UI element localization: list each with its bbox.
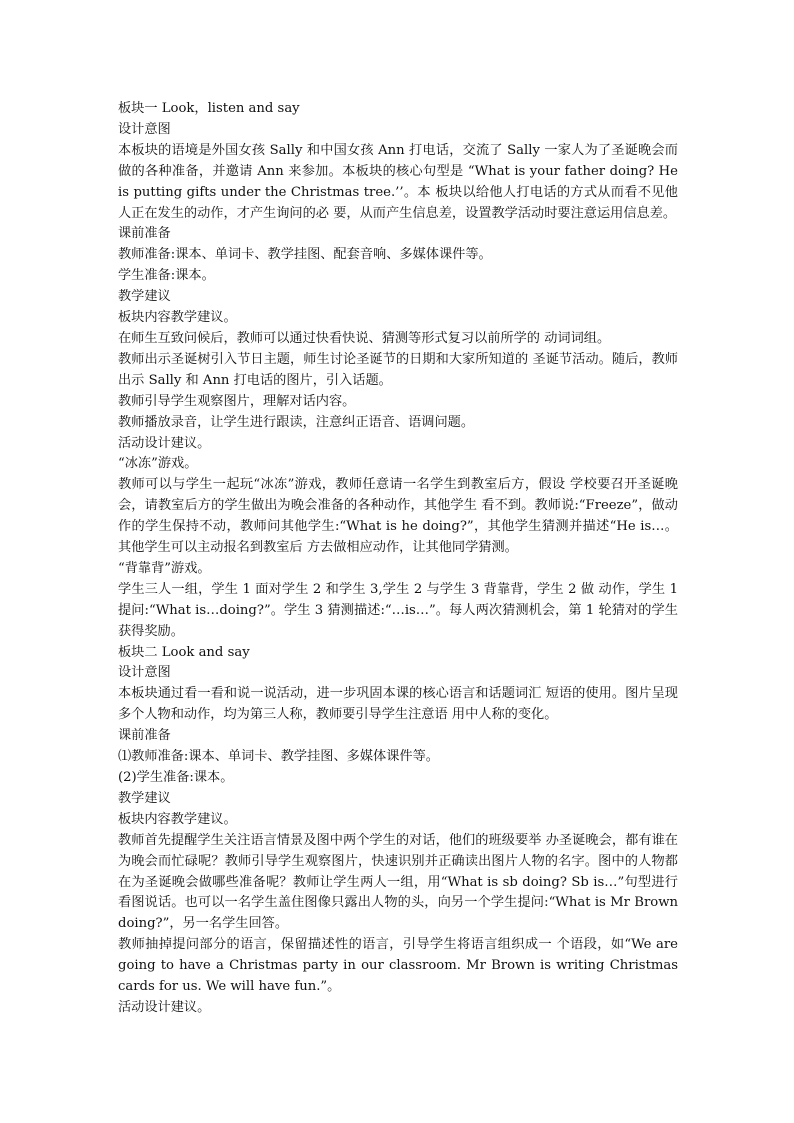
paragraph: ⑴教师准备:课本、单词卡、教学挂图、多媒体课件等。	[118, 749, 439, 765]
paragraph: 本板块的语境是外国女孩 Sally 和中国女孩 Ann 打电话，交流了 Sally 一家人为了圣诞晚会而做的各种准备，并邀请 Ann 来参加。本板块的核心句型是 “What is your father doing? He is putting gifts under the Christmas tree.’’。本 板块以给他人打电话的方式从而看不见他人正在发生的动作，才产生询问的必 要，从而产生信息差，设置教学活动时要注意运用信息差。	[118, 142, 678, 221]
game-title: “背靠背”游戏。	[118, 560, 211, 576]
paragraph: 教师可以与学生一起玩“冰冻”游戏，教师任意请一名学生到教室后方，假设 学校要召开圣诞晚会，请教室后方的学生做出为晚会准备的各种动作，其他学生 看不到。教师说:“Freeze”，做动作的学生保持不动，教师问其他学生:“What is he doing?”，其他学生猜测并描述“He is…。其他学生可以主动报名到教室后 方去做相应动作，让其他同学猜测。	[118, 477, 678, 556]
paragraph: 板块内容教学建议。	[118, 310, 237, 326]
section-2-heading: 板块二 Look and say	[118, 644, 250, 660]
paragraph: (2)学生准备:课本。	[118, 770, 234, 785]
document-body	[118, 99, 678, 1019]
paragraph: 教师准备:课本、单词卡、教学挂图、配套音响、多媒体课件等。	[118, 247, 492, 263]
teaching-suggestion-heading: 教学建议	[118, 289, 171, 305]
paragraph: 板块内容教学建议。	[118, 811, 237, 827]
teaching-suggestion-heading: 教学建议	[118, 790, 171, 806]
section-1-heading: 板块一 Look，listen and say	[118, 101, 300, 116]
design-intent-heading: 设计意图	[118, 665, 171, 681]
preparation-heading: 课前准备	[118, 226, 171, 242]
paragraph: 学生准备:课本。	[118, 268, 215, 284]
preparation-heading: 课前准备	[118, 728, 171, 744]
paragraph: 教师抽掉提问部分的语言，保留描述性的语言，引导学生将语言组织成一 个语段，如“We are going to have a Christmas party in our classroom. Mr Brown is writing Christmas cards for us. We will have fun.”。	[118, 937, 678, 995]
activity-heading: 活动设计建议。	[118, 999, 211, 1015]
paragraph: 教师首先提醒学生关注语言情景及图中两个学生的对话，他们的班级要举 办圣诞晚会，都有谁在为晚会而忙碌呢？教师引导学生观察图片，快速识别并正确读出图片人物的名字。图中的人物都在为圣诞晚会做哪些准备呢？教师让学生两人一组，用“What is sb doing? Sb is…”句型进行看图说话。也可以一名学生盖住图像只露出人物的头，向另一个学生提问:“What is Mr Brown doing?”，另一名学生回答。	[118, 832, 678, 932]
paragraph: 在师生互致问候后，教师可以通过快看快说、猜测等形式复习以前所学的 动词词组。	[118, 330, 611, 346]
paragraph: 学生三人一组，学生 1 面对学生 2 和学生 3,学生 2 与学生 3 背靠背，学生 2 做 动作，学生 1 提问:“What is…doing?”。学生 3 猜测描述:“…is…”。每人两次猜测机会，第 1 轮猜对的学生获得奖励。	[118, 581, 678, 639]
paragraph: 教师播放录音，让学生进行跟读，注意纠正语音、语调问题。	[118, 414, 475, 430]
paragraph: 教师引导学生观察图片，理解对话内容。	[118, 393, 356, 409]
design-intent-heading: 设计意图	[118, 121, 171, 137]
game-title: “冰冻”游戏。	[118, 456, 198, 472]
activity-heading: 活动设计建议。	[118, 435, 211, 451]
paragraph: 本板块通过看一看和说一说活动，进一步巩固本课的核心语言和话题词汇 短语的使用。图片呈现多个人物和动作，均为第三人称，教师要引导学生注意语 用中人称的变化。	[118, 686, 678, 723]
paragraph: 教师出示圣诞树引入节日主题，师生讨论圣诞节的日期和大家所知道的 圣诞节活动。随后，教师出示 Sally 和 Ann 打电话的图片，引入话题。	[118, 351, 678, 388]
